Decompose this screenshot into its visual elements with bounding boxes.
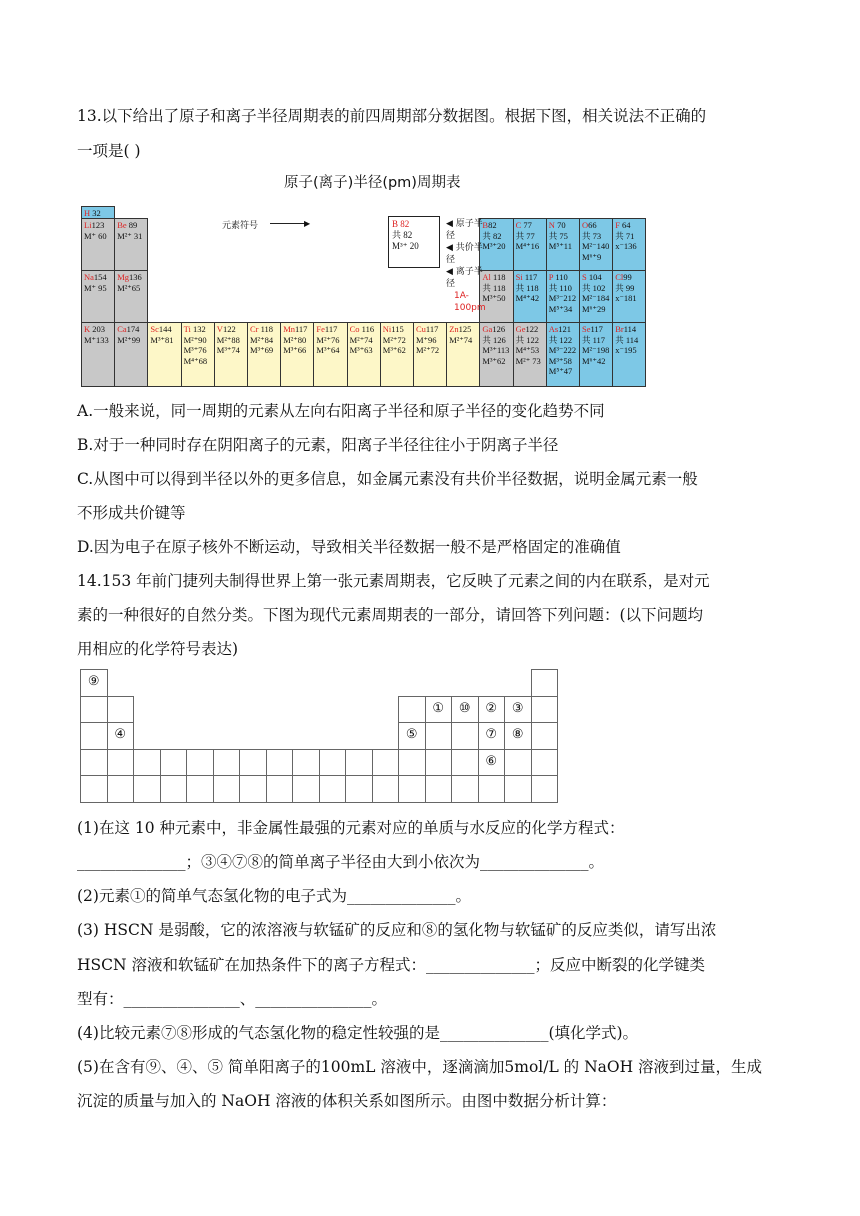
element-symbol: Cr 118 [250,324,274,334]
element-value: M⁶⁺9 [582,251,602,262]
element-symbol: V122 [216,324,236,334]
table-cell [372,749,400,777]
element-cell [181,322,215,387]
table-cell [80,749,108,777]
q14-line: ______________；③④⑦⑧的简单离子半径由大到小依次为______________。 [77,853,605,871]
element-symbol: K 203 [84,324,106,334]
element-symbol: Mn117 [283,324,308,334]
element-value: M⁶⁺42 [582,355,606,366]
table-cell [133,775,161,803]
table-cell [107,749,135,777]
element-value: 共 114 [615,334,639,345]
element-value: M²⁺74 [349,334,373,345]
element-value: 共 117 [582,334,606,345]
marked-element-cell: ⑦ [478,722,506,750]
element-value: 共 82 [482,230,502,241]
element-cell [513,218,547,271]
q14-stem-line1: 14.153 年前门捷列夫制得世界上第一张元素周期表，它反映了元素之间的内在联系，是对元 [77,572,710,590]
element-value: M⁵⁺34 [548,303,573,314]
legend [222,216,486,313]
table-cell [319,775,347,803]
element-cell [247,322,281,387]
element-cell [214,322,248,387]
element-cell [612,322,646,387]
table-cell [531,722,559,750]
q13-option-c-cont: 不形成共价键等 [77,504,186,522]
element-symbol: Cu117 [416,324,439,334]
table-cell [372,775,400,803]
table-cell [425,749,453,777]
table-cell [239,749,267,777]
element-value: M³⁺62 [482,355,506,366]
element-cell [280,322,314,387]
element-value: 共 122 [515,334,539,345]
marked-element-cell: ⑨ [80,669,108,697]
element-cell [347,322,381,387]
element-cell [81,322,115,387]
element-value: M⁵⁺11 [548,241,572,251]
element-value: M⁺ 95 [84,282,107,293]
element-symbol: Al 118 [482,272,506,282]
element-value: M²⁺ 73 [515,355,541,366]
element-value: M³⁺69 [250,345,274,355]
arrow-head-icon: ▶ [304,219,311,228]
q14-stem-line2: 素的一种很好的自然分类。下图为现代元素周期表的一部分，请回答下列问题：(以下问题均 [77,606,704,624]
element-value: M²⁺80 [283,334,307,345]
element-value: 共 77 [515,230,535,241]
table-cell [319,749,347,777]
table-cell [292,775,320,803]
element-symbol: Ti 132 [183,324,206,334]
element-value: M²⁻198 [582,345,610,355]
element-value: 共 126 [482,334,506,345]
table-cell [451,722,479,750]
element-value: M²⁺72 [382,334,406,345]
element-symbol: Mg136 [117,272,142,282]
table-cell [186,749,214,777]
legend-box [388,216,440,268]
q14-line: 沉淀的质量与加入的 NaOH 溶液的体积关系如图所示。由图中数据分析计算： [77,1092,617,1110]
element-cell [579,322,613,387]
element-value: M²⁺76 [316,334,340,345]
legend-box-line: M³⁺ 20 [392,241,419,251]
table-cell [292,749,320,777]
marked-element-cell: ⑩ [451,696,479,724]
element-value: x⁻195 [615,345,637,355]
element-symbol: Ca174 [117,324,140,334]
element-value: M⁶⁺29 [582,303,606,314]
element-symbol: Na154 [84,272,107,282]
element-cell [147,322,181,387]
element-symbol: As121 [548,324,571,334]
element-symbol: B82 [482,220,497,230]
element-value: M³⁻222 [548,345,577,355]
element-symbol: Ga126 [482,324,506,334]
element-value: M³⁺64 [316,345,340,355]
element-value: 共 71 [615,230,635,241]
marked-element-cell: ① [425,696,453,724]
element-value: M⁺96 [416,334,437,345]
element-cell [81,270,115,323]
element-cell [546,322,580,387]
table-cell [266,775,294,803]
element-value: 共 118 [515,282,539,293]
element-symbol: Cl99 [615,272,632,282]
element-value: 共 122 [548,334,573,345]
element-cell [114,322,148,387]
element-value: 共 73 [582,230,602,241]
q14-line: (3) HSCN 是弱酸，它的浓溶液与软锰矿的反应和⑧的氢化物与软锰矿的反应类似，请写出浓 [77,921,717,939]
table-cell [398,696,426,724]
figure-title: 原子(离子)半径(pm)周期表 [284,175,461,191]
element-symbol: F 64 [615,220,631,230]
table-cell [531,775,559,803]
element-value: M⁴⁺16 [515,241,540,251]
element-value: M²⁺90 [183,334,207,345]
element-symbol: Be 89 [117,220,138,230]
element-value: M³⁺20 [482,241,506,251]
table-cell [345,775,373,803]
element-value: M³⁺58 [548,355,572,366]
element-value: M³⁺66 [283,345,307,355]
q14-line: (1)在这 10 种元素中，非金属性最强的元素对应的单质与水反应的化学方程式： [77,819,625,837]
table-cell [425,775,453,803]
element-value: M²⁻184 [582,293,610,303]
marked-element-cell: ⑧ [504,722,532,750]
q14-line: (5)在含有⑨、④、⑤ 简单阳离子的100mL 溶液中，逐滴滴加5mol/L 的 NaOH 溶液到过量，生成 [77,1058,763,1076]
element-value: x⁻136 [615,241,637,251]
element-cell [612,270,646,323]
element-value: M⁴⁺42 [515,293,540,303]
element-symbol: N 70 [548,220,566,230]
element-cell [546,218,580,271]
marked-element-cell: ⑥ [478,749,506,777]
element-value: 共 75 [548,230,568,241]
element-value: M⁺ 60 [84,230,107,241]
q13-option-b: B.对于一种同时存在阴阳离子的元素，阳离子半径往往小于阴离子半径 [77,436,559,454]
element-value: M⁺133 [84,334,109,345]
q13-option-a: A.一般来说，同一周期的元素从左向右阳离子半径和原子半径的变化趋势不同 [77,402,605,420]
element-value: M³⁺63 [349,345,373,355]
element-symbol: Zn125 [449,324,472,334]
table-cell [478,775,506,803]
arrow-line-icon [270,223,306,224]
marked-element-cell: ③ [504,696,532,724]
marked-element-cell: ④ [107,722,135,750]
element-cell [513,270,547,323]
q13-option-c: C.从图中可以得到半径以外的更多信息，如金属元素没有共价半径数据，说明金属元素一般 [77,470,698,488]
table-cell [213,775,241,803]
element-value: M²⁺84 [250,334,274,345]
legend-label: ◀ 原子半径 [446,219,483,241]
element-symbol: Fe117 [316,324,338,334]
element-symbol: S 104 [582,272,602,282]
element-value: M²⁺ 31 [117,230,143,241]
element-symbol: Ge122 [515,324,539,334]
q14-stem-line3: 用相应的化学符号表达) [77,640,239,658]
table-cell [80,722,108,750]
element-cell [380,322,414,387]
element-value: M³⁺76 [183,345,207,355]
legend-box-line: 共 82 [392,230,413,240]
marked-element-cell: ② [478,696,506,724]
legend-scale: 1A-100pm [454,291,486,313]
table-cell [160,749,188,777]
element-value: x⁻181 [615,293,637,303]
element-value: M³⁺50 [482,293,506,303]
element-value: M²⁺74 [449,334,473,345]
legend-labels [446,218,486,314]
element-cell [81,218,115,271]
element-cell [579,218,613,271]
element-value: M²⁺72 [416,345,440,355]
element-cell [114,270,148,323]
legend-label: ◀ 离子半径 [446,267,483,289]
element-value: M²⁺88 [216,334,240,345]
element-symbol: Si 117 [515,272,538,282]
element-value: M³⁺62 [382,345,406,355]
q14-line: 型有：_______________、_______________。 [77,990,388,1008]
element-symbol: O66 [582,220,597,230]
element-symbol: Sc144 [150,324,172,334]
element-value: M²⁺65 [117,282,141,293]
legend-label: ◀ 共价半径 [446,243,483,265]
element-value: 共 110 [548,282,572,293]
table-cell [398,775,426,803]
element-cell [313,322,347,387]
table-cell [160,775,188,803]
element-symbol: Li123 [84,220,105,230]
q14-line: (4)比较元素⑦⑧形成的气态氢化物的稳定性较强的是______________(填化学式)。 [77,1024,639,1042]
element-value: 共 102 [582,282,606,293]
table-cell [345,749,373,777]
table-cell [451,749,479,777]
table-cell [186,775,214,803]
element-cell [114,218,148,271]
element-symbol: Br114 [615,324,637,334]
element-symbol: P 110 [548,272,568,282]
element-symbol: C 77 [515,220,532,230]
element-cell [579,270,613,323]
table-cell [531,669,559,697]
element-cell [446,322,480,387]
radius-periodic-table-figure [80,166,678,388]
element-value: M³⁺81 [150,334,174,345]
table-cell [531,696,559,724]
q13-stem-line1: 13.以下给出了原子和离子半径周期表的前四周期部分数据图。根据下图，相关说法不正确的 [77,107,707,125]
element-value: 共 99 [615,282,635,293]
table-cell [239,775,267,803]
element-symbol: Ni115 [382,324,404,334]
q13-stem-line2: 一项是( ) [77,142,141,160]
table-cell [213,749,241,777]
marked-element-cell: ⑤ [398,722,426,750]
table-cell [107,696,135,724]
table-cell [398,749,426,777]
table-cell [451,775,479,803]
table-cell [266,749,294,777]
element-cell [413,322,447,387]
element-value: M⁴⁺68 [183,355,208,366]
element-value: M⁵⁺47 [548,366,573,376]
element-symbol: Co 116 [349,324,375,334]
table-cell [107,775,135,803]
periodic-table-outline-figure [80,669,558,803]
element-cell [546,270,580,323]
element-value: M²⁺99 [117,334,141,345]
element-value: M²⁻140 [582,241,610,251]
legend-box-line: B 82 [392,219,410,229]
element-symbol: Se117 [582,324,603,334]
table-cell [80,696,108,724]
element-value: M³⁻212 [548,293,577,303]
element-cell [513,322,547,387]
table-cell [133,749,161,777]
element-value: M⁴⁺53 [515,345,540,355]
table-cell [531,749,559,777]
element-symbol: H 32 [84,208,101,218]
element-value: M³⁺74 [216,345,240,355]
element-cell [612,218,646,271]
element-value: 共 118 [482,282,506,293]
legend-symbol-label: 元素符号 [222,221,259,231]
q14-line: HSCN 溶液和软锰矿在加热条件下的离子方程式：______________；反应中断裂的化学键类 [77,956,705,974]
q13-option-d: D.因为电子在原子核外不断运动，导致相关半径数据一般不是严格固定的准确值 [77,538,621,556]
table-cell [504,775,532,803]
element-cell [479,322,513,387]
element-value: M³⁺113 [482,345,510,355]
q14-line: (2)元素①的简单气态氢化物的电子式为______________。 [77,887,471,905]
table-cell [425,722,453,750]
table-cell [80,775,108,803]
table-cell [504,749,532,777]
